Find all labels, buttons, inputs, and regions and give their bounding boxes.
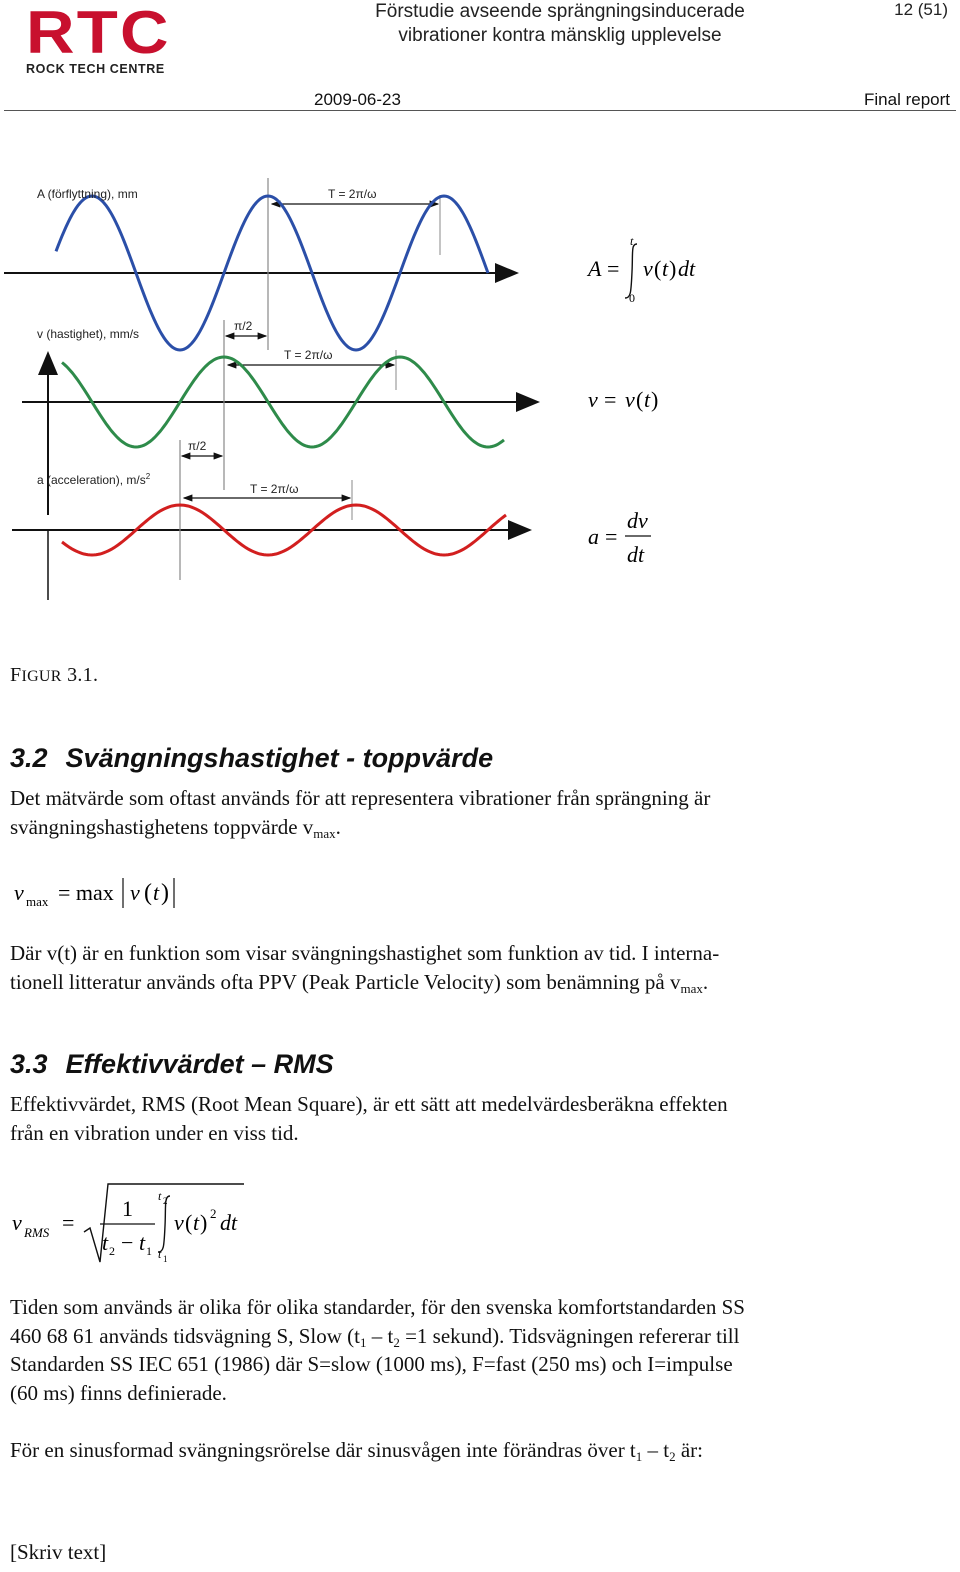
svg-text:v: v: [643, 256, 653, 281]
velocity-axis-label: v (hastighet), mm/s: [37, 327, 140, 341]
displacement-equation: [585, 232, 715, 312]
svg-text:v: v: [174, 1210, 184, 1235]
heading-text: Effektivvärdet – RMS: [65, 1049, 334, 1079]
svg-text:0: 0: [629, 291, 635, 305]
document-status: Final report: [864, 90, 950, 109]
text-line: 460 68 61 används tidsvägning S, Slow ($t_1 - t_2 =1$ sekund). Tidsvägningen refererar till: [10, 1323, 740, 1350]
paragraph-3-3-body: [10, 1293, 910, 1407]
text-line: (60 ms) finns definierade.: [10, 1380, 227, 1405]
svg-text:): ): [669, 256, 677, 281]
svg-text:(: (: [636, 387, 644, 412]
acceleration-equation: [585, 500, 675, 572]
acceleration-axis-label: a (acceleration), $m/s^2$: [37, 472, 151, 487]
header-divider: [4, 110, 956, 111]
svg-text:): ): [161, 880, 169, 906]
svg-text:(: (: [185, 1210, 193, 1235]
svg-text:v: v: [14, 880, 24, 905]
svg-text:t: t: [158, 1247, 162, 1261]
svg-text:t: t: [102, 1230, 109, 1255]
svg-text:t: t: [153, 880, 160, 905]
svg-text:t: t: [630, 234, 634, 248]
svg-text:dt: dt: [678, 256, 696, 281]
text-line: Där v(t) är en funktion som visar svängningshastighet som funktion av tid. I interna-: [10, 941, 720, 965]
svg-text:v: v: [588, 387, 598, 412]
heading-number: 3.2: [10, 743, 48, 773]
heading-3-3: [10, 1049, 334, 1080]
period-label: T = 2π/ω: [284, 348, 333, 362]
svg-text:A: A: [588, 256, 602, 281]
svg-text:t: t: [644, 387, 651, 412]
svg-text:2: 2: [163, 1196, 168, 1206]
paragraph-3-2-body: [10, 939, 910, 996]
svg-text:=: =: [605, 524, 618, 549]
text-line: Tiden som används är olika för olika standarder, för den svenska komfortstandarden SS: [10, 1295, 745, 1319]
svg-text:t: t: [139, 1230, 146, 1255]
caption-initial: F: [10, 664, 22, 686]
vmax-equation: [10, 870, 200, 920]
phase-label: π/2: [234, 319, 253, 333]
svg-text:max: max: [26, 894, 49, 909]
svg-text:dv: dv: [627, 508, 648, 533]
document-title-line1: Förstudie avseende sprängningsinducerade: [375, 1, 745, 22]
caption-number: 3.1.: [67, 664, 99, 686]
svg-text:t: t: [158, 1189, 162, 1203]
paragraph-3-3-sinus: För en sinusformad svängningsrörelse där sinusvågen inte förändras över $t_1 - t_2$ är:: [10, 1438, 704, 1464]
figure-caption: [10, 664, 98, 687]
svg-text:2: 2: [109, 1244, 115, 1258]
rtc-logo: [26, 0, 216, 76]
caption-smallcaps: IGUR: [21, 668, 62, 685]
document-date: 2009-06-23: [314, 90, 401, 109]
svg-text:1: 1: [122, 1196, 133, 1221]
text-line: Standarden SS IEC 651 (1986) där S=slow (1000 ms), F=fast (250 ms) och I=impulse: [10, 1352, 733, 1376]
period-label: T = 2π/ω: [250, 482, 299, 496]
svg-text:(: (: [654, 256, 662, 281]
svg-text:−: −: [121, 1230, 134, 1255]
page-number: 12 (51): [894, 0, 948, 19]
svg-text:v: v: [130, 880, 140, 905]
heading-number: 3.3: [10, 1049, 48, 1079]
text-line: Effektivvärdet, RMS (Root Mean Square), är ett sätt att medelvärdesberäkna effekten: [10, 1092, 728, 1116]
svg-text:t: t: [662, 256, 669, 281]
displacement-axis-label: A (förflyttning), mm: [37, 187, 138, 201]
period-label: T = 2π/ω: [328, 187, 377, 201]
text-line: svängningshastighetens toppvärde $v_{max}$.: [10, 814, 341, 841]
svg-text:=: =: [604, 387, 617, 412]
phase-label: π/2: [188, 439, 207, 453]
footer-placeholder: [Skriv text]: [10, 1540, 107, 1564]
svg-text:=: =: [62, 1210, 75, 1235]
heading-3-2: [10, 743, 493, 774]
document-title-line2: vibrationer kontra mänsklig upplevelse: [398, 25, 722, 46]
svg-text:dt: dt: [220, 1210, 238, 1235]
logo-subtext: ROCK TECH CENTRE: [26, 62, 165, 76]
paragraph-3-2-intro: [10, 784, 910, 841]
svg-text:): ): [200, 1210, 208, 1235]
svg-text:RMS: RMS: [24, 1225, 50, 1240]
text-line: Det mätvärde som oftast används för att representera vibrationer från sprängning är: [10, 786, 711, 810]
logo-text: RTC: [26, 0, 171, 66]
svg-text:1: 1: [146, 1244, 152, 1258]
document-title: [330, 0, 790, 48]
velocity-equation: [585, 380, 685, 420]
svg-text:(: (: [144, 880, 152, 906]
svg-text:1: 1: [163, 1254, 168, 1264]
svg-text:a: a: [588, 524, 599, 549]
text-line: från en vibration under en viss tid.: [10, 1120, 299, 1145]
paragraph-3-3-intro: [10, 1090, 910, 1147]
svg-text:): ): [651, 387, 659, 412]
svg-text:dt: dt: [627, 542, 645, 567]
svg-text:t: t: [193, 1210, 200, 1235]
svg-text:= max: = max: [58, 880, 114, 905]
svg-text:v: v: [625, 387, 635, 412]
heading-text: Svängningshastighet - toppvärde: [65, 743, 494, 773]
svg-text:v: v: [12, 1210, 22, 1235]
rms-equation: [10, 1180, 260, 1270]
svg-text:=: =: [607, 256, 620, 281]
text-line: tionell litteratur används ofta PPV (Peak Particle Velocity) som benämning på $v_{max}$.: [10, 969, 709, 996]
svg-text:2: 2: [210, 1206, 217, 1221]
